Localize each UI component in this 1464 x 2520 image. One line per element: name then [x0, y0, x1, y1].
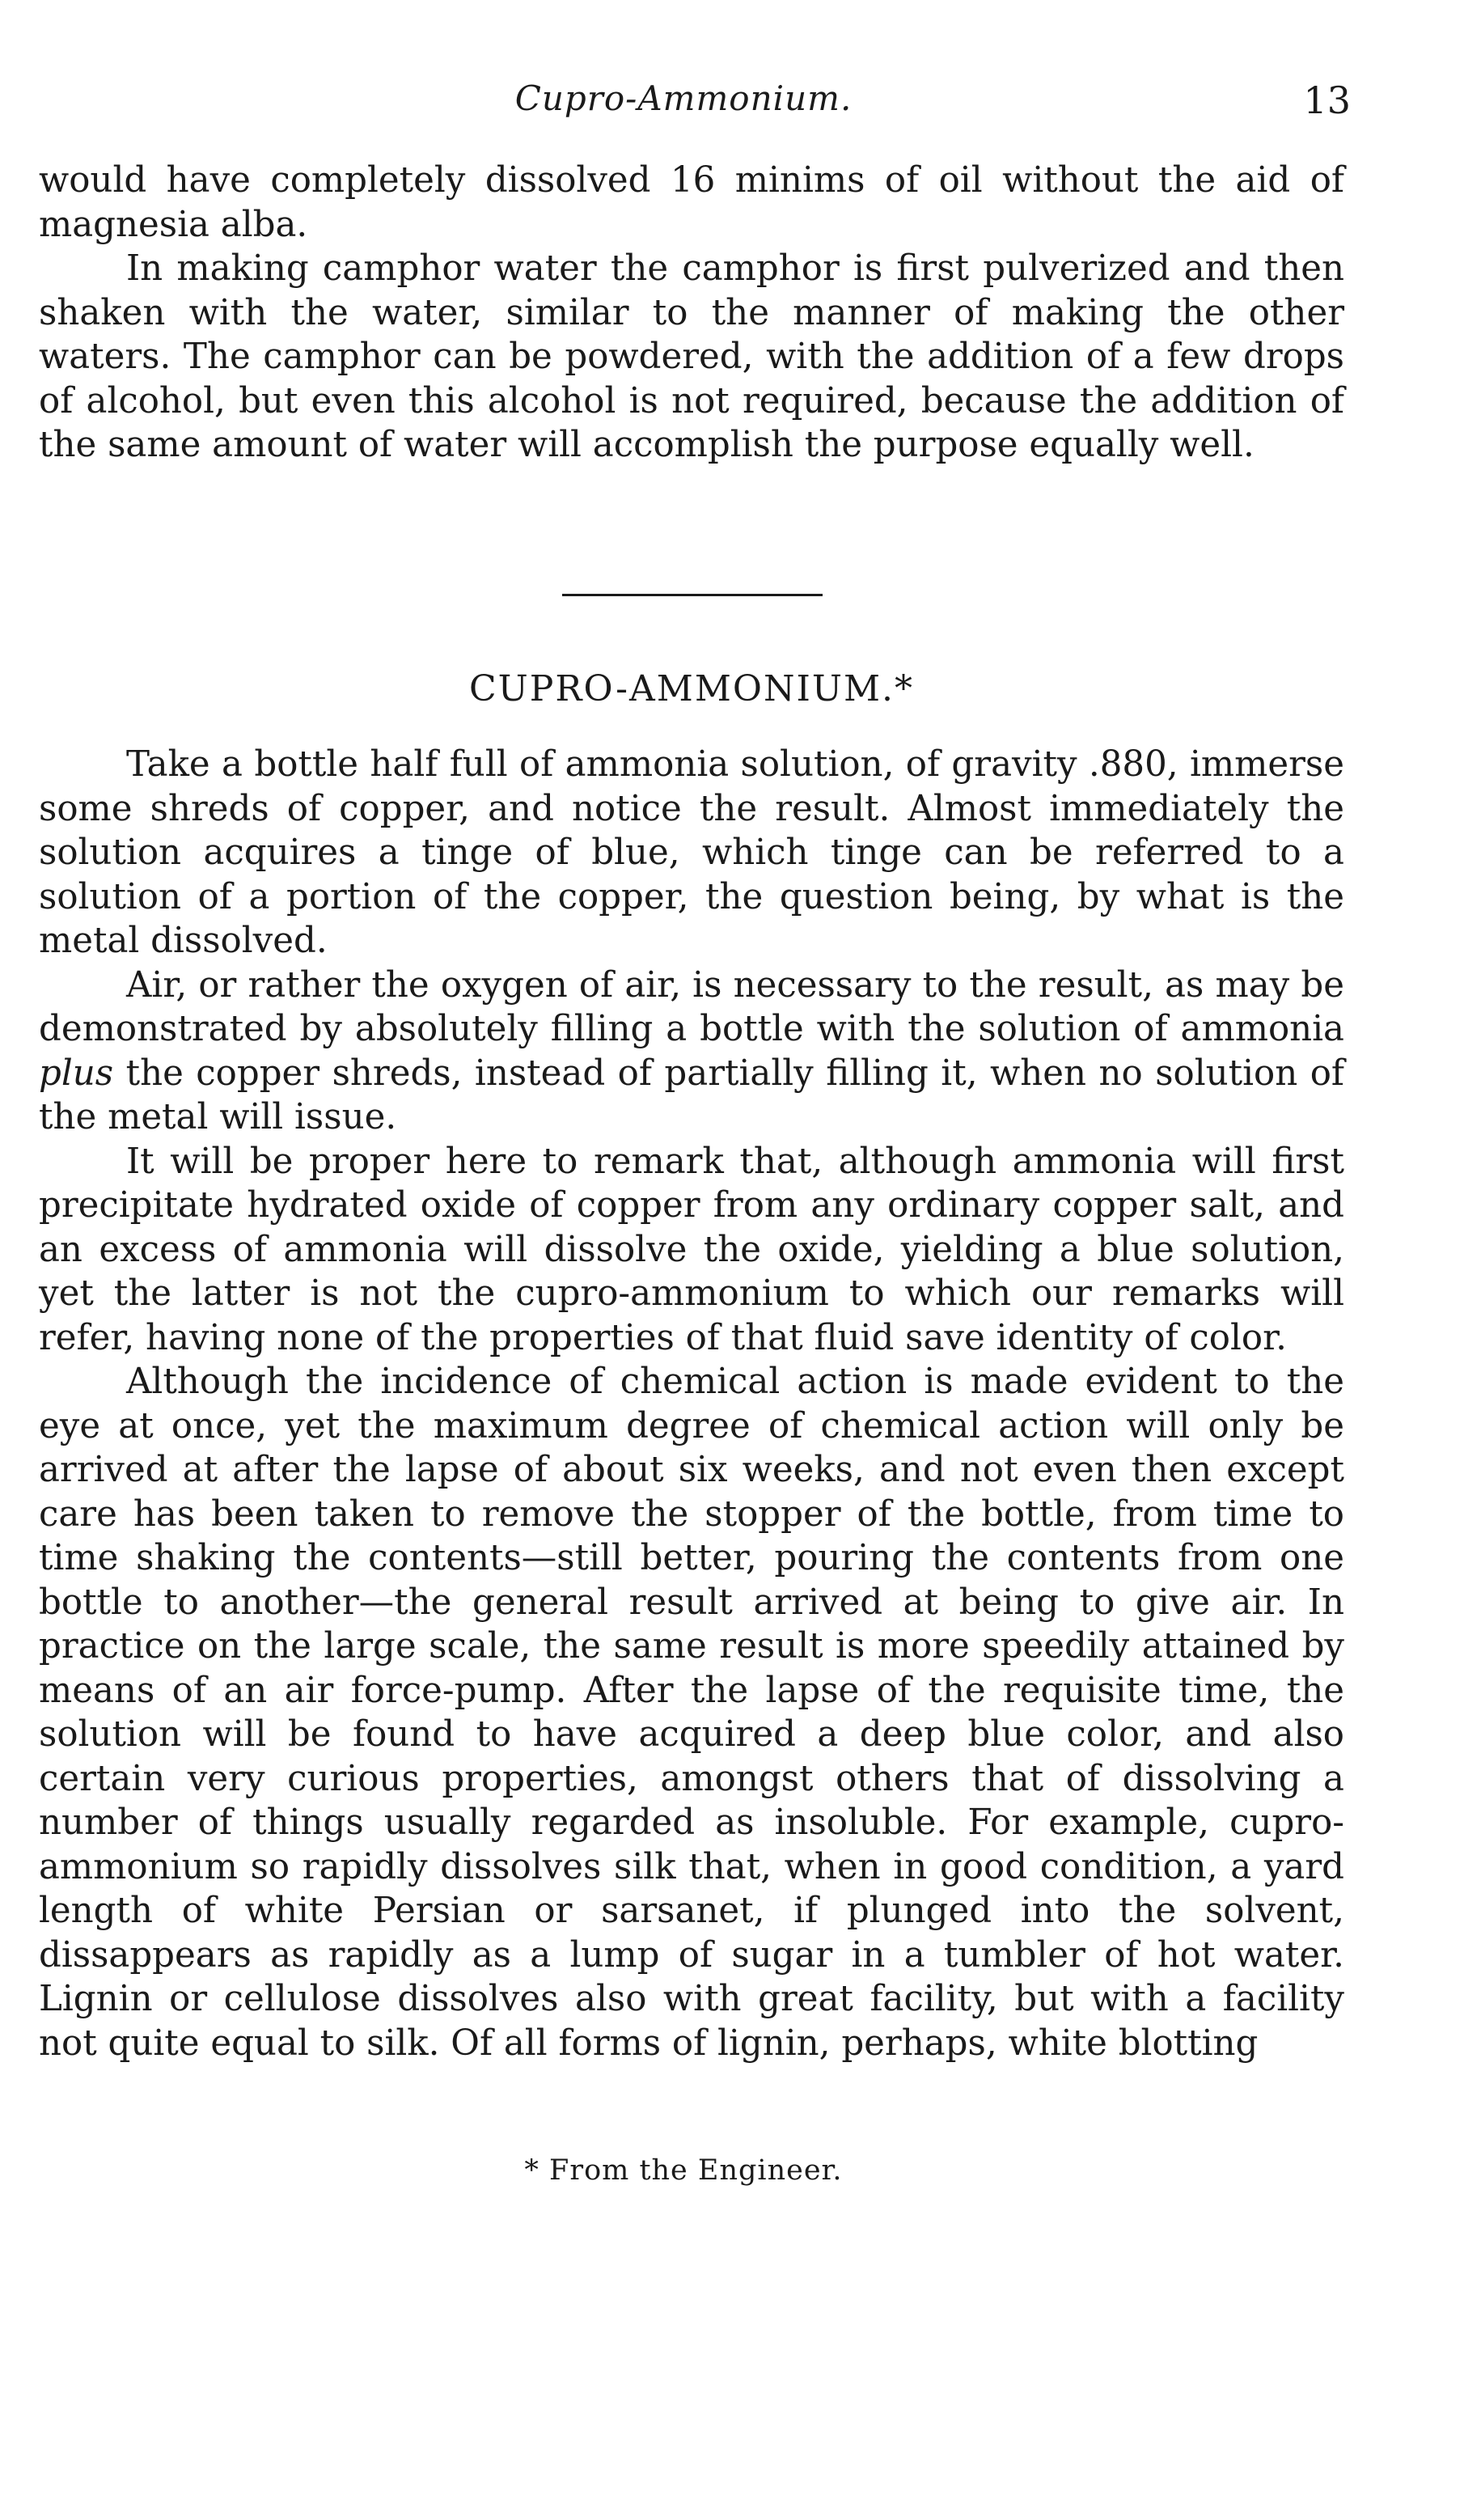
running-title: Cupro-Ammonium. [514, 78, 853, 118]
section-title: CUPRO-AMMONIUM.* [469, 668, 914, 709]
paragraph-3: It will be proper here to remark that, although ammonia will first precipitate hydrated oxide of copper from any ordinary copper salt, and an excess of ammonia will dissolve the oxide, yielding a blue solution, yet the latter is not the cupro-ammonium to which our remarks will refer, having none of the properties of that fluid save identity of color. [39, 1141, 1344, 1358]
paragraph-camphor-water: In making camphor water the camphor is first pulverized and then shaken with the water, similar to the manner of making the other waters. The camphor can be powdered, with the addition of a few drops of alcohol, but even this alcohol is not required, because the addition of the same amount of water will accomplish the purpose equally well. [39, 248, 1344, 465]
footnote: * From the Engineer. [524, 2154, 843, 2187]
paragraph-2 [39, 964, 1344, 1140]
paragraph-4: Although the incidence of chemical action is made evident to the eye at once, yet the maximum degree of chemical action will only be arrived at after the lapse of about six weeks, and not even then except care has been taken to remove the stopper of the bottle, from time to time shaking the contents—still better, pouring the contents from one bottle to another—the general result arrived at being to give air. In practice on the large scale, the same result is more speedily attained by means of an air force-pump. After the lapse of the requisite time, the solution will be found to have acquired a deep blue color, and also certain very curious properties, amongst others that of dissolving a number of things usually regarded as insoluble. For example, cupro-ammonium so rapidly dissolves silk that, when in good condition, a yard length of white Persian or sarsanet, if plunged into the solvent, dissappears as rapidly as a lump of sugar in a tumbler of hot water. Lignin or cellulose dissolves also with great facility, but with a facility not quite equal to silk. Of all forms of lignin, perhaps, white blotting [39, 1362, 1344, 2064]
section-divider [562, 594, 823, 596]
section-body [39, 743, 1344, 2065]
page-number: 13 [1303, 78, 1351, 122]
paragraph-1: Take a bottle half full of ammonia solution, of gravity .880, immerse some shreds of copper, and notice the result. Almost immediately the solution acquires a tinge of blue, which tinge can be referred to a solution of a portion of the copper, the question being, by what is the metal dissolved. [39, 744, 1344, 961]
paragraph-2-text-after: the copper shreds, instead of partially filling it, when no solution of the metal will issue. [39, 1052, 1344, 1137]
previous-section-text [39, 159, 1344, 468]
paragraph-2-text-before: Air, or rather the oxygen of air, is necessary to the result, as may be demonstrated by absolutely filling a bottle with the solution of ammonia [39, 964, 1344, 1049]
running-head [0, 74, 1464, 131]
paragraph-continuation: would have completely dissolved 16 minims of oil without the aid of magnesia alba. [39, 160, 1344, 245]
paragraph-2-italic-word: plus [39, 1052, 114, 1094]
